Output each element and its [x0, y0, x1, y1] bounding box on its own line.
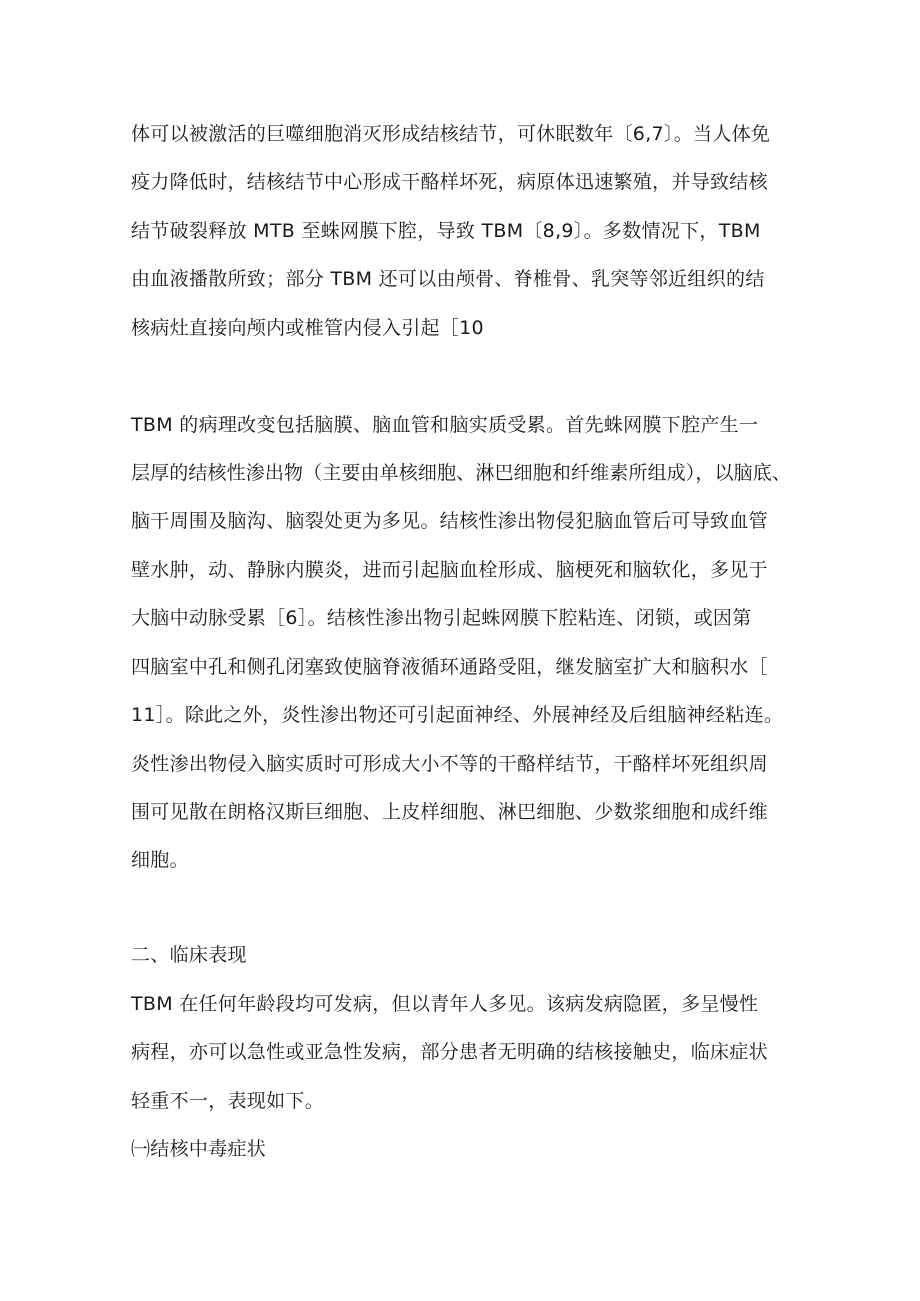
paragraph2-line: 围可见散在朗格汉斯巨细胞、上皮样细胞、淋巴细胞、少数浆细胞和成纤维: [131, 801, 768, 823]
paragraph2-line: 四脑室中孔和侧孔闭塞致使脑脊液循环通路受阻，继发脑室扩大和脑积水［: [131, 656, 768, 678]
paragraph1-line: 体可以被激活的巨噬细胞消灭形成结核结节，可休眠数年〔6,7〕。当人体免: [131, 123, 771, 145]
paragraph2-line: 11］。除此之外，炎性渗出物还可引起面神经、外展神经及后组脑神经粘连。: [131, 704, 784, 726]
paragraph1-line: 结节破裂释放 MTB 至蛛网膜下腔，导致 TBM〔8,9〕。多数情况下，TBM: [131, 220, 761, 242]
section-heading: 二、临床表现: [131, 944, 247, 966]
paragraph2-line: 脑干周围及脑沟、脑裂处更为多见。结核性渗出物侵犯脑血管后可导致血管: [131, 510, 768, 532]
paragraph2-line: 层厚的结核性渗出物（主要由单核细胞、淋巴细胞和纤维素所组成），以脑底、: [131, 462, 792, 484]
paragraph1-line: 疫力降低时，结核结节中心形成干酪样坏死，病原体迅速繁殖，并导致结核: [131, 171, 768, 193]
paragraph1-line: 核病灶直接向颅内或椎管内侵入引起［10: [131, 317, 484, 339]
paragraph1-line: 由血液播散所致；部分 TBM 还可以由颅骨、脊椎骨、乳突等邻近组织的结: [131, 268, 765, 290]
paragraph3-line: 轻重不一，表现如下。: [131, 1090, 325, 1112]
paragraph3-line: TBM 在任何年龄段均可发病，但以青年人多见。该病发病隐匿，多呈慢性: [131, 993, 759, 1015]
paragraph2-line: 炎性渗出物侵入脑实质时可形成大小不等的干酪样结节，干酪样坏死组织周: [131, 753, 768, 775]
subsection-heading: ㈠结核中毒症状: [131, 1138, 267, 1160]
paragraph2-line: 大脑中动脉受累［6］。结核性渗出物引起蛛网膜下腔粘连、闭锁，或因第: [131, 607, 752, 629]
paragraph2-line: TBM 的病理改变包括脑膜、脑血管和脑实质受累。首先蛛网膜下腔产生一: [131, 414, 759, 436]
paragraph2-line: 细胞。: [131, 849, 189, 871]
paragraph3-line: 病程，亦可以急性或亚急性发病，部分患者无明确的结核接触史，临床症状: [131, 1041, 768, 1063]
paragraph2-line: 壁水肿，动、静脉内膜炎，进而引起脑血栓形成、脑梗死和脑软化，多见于: [131, 559, 768, 581]
